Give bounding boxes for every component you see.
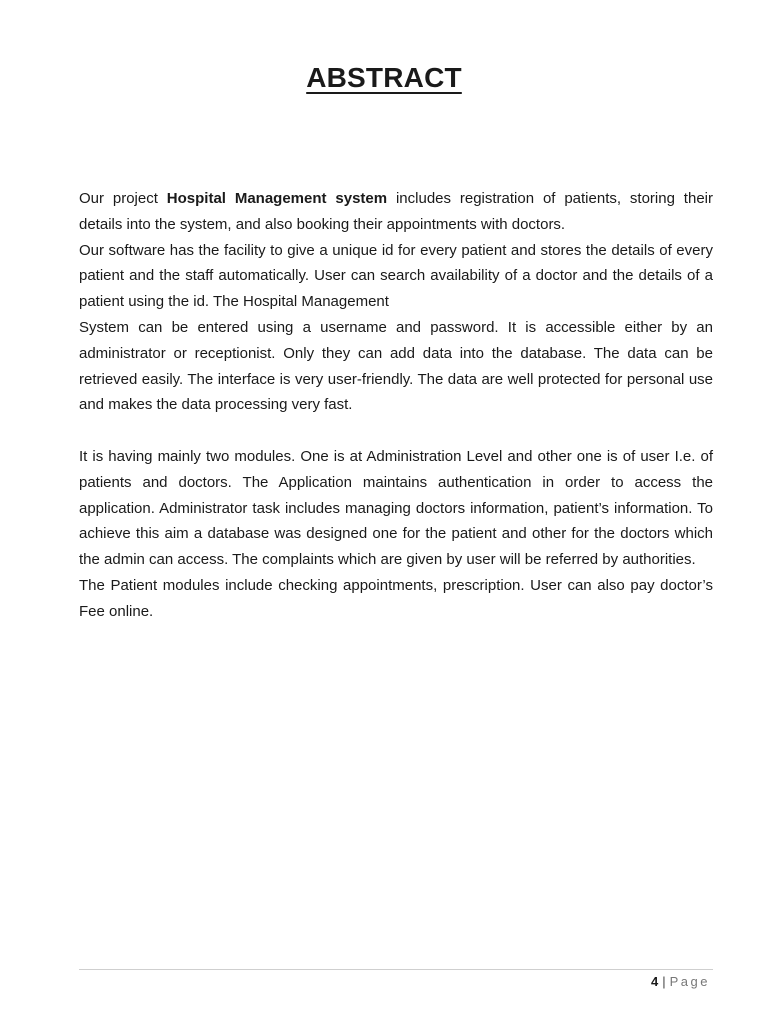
- page-title: ABSTRACT: [306, 62, 462, 93]
- page-footer: [651, 974, 710, 989]
- paragraph-intro: [79, 186, 713, 238]
- intro-text-start: Our project: [79, 190, 167, 207]
- page-number: 4: [651, 974, 659, 989]
- footer-separator: |: [662, 974, 666, 989]
- project-name-bold: Hospital Management system: [166, 190, 388, 207]
- intro-text-end: includes registration of patients, storing their details into the system, and also booking their appointments with doctors.: [79, 190, 713, 233]
- paragraph-patient-module: The Patient modules include checking appointments, prescription. User can also pay doctor’s Fee online.: [79, 576, 713, 620]
- paragraph-gap: [79, 418, 713, 444]
- paragraph-access: System can be entered using a username and password. It is accessible either by an administrator or receptionist. Only they can add data into the database. The data can be retrieved easily. The interface is very user-friendly. The data are well protected for personal use and makes the data processing very fast.: [79, 318, 713, 414]
- page-label: Page: [669, 974, 710, 989]
- paragraph-modules: It is having mainly two modules. One is at Administration Level and other one is of user I.e. of patients and doctors. The Application maintains authentication in order to access the application. Administrator task includes managing doctors information, patient’s information. To achieve this aim a database was designed one for the patient and other for the doctors which the admin can access. The complaints which are given by user will be referred by authorities.: [79, 447, 713, 569]
- paragraph-features: Our software has the facility to give a unique id for every patient and stores the details of every patient and the staff automatically. User can search availability of a doctor and the details of a patient using the id. The Hospital Management: [79, 241, 713, 311]
- footer-divider: [79, 969, 713, 970]
- abstract-body: [79, 186, 713, 625]
